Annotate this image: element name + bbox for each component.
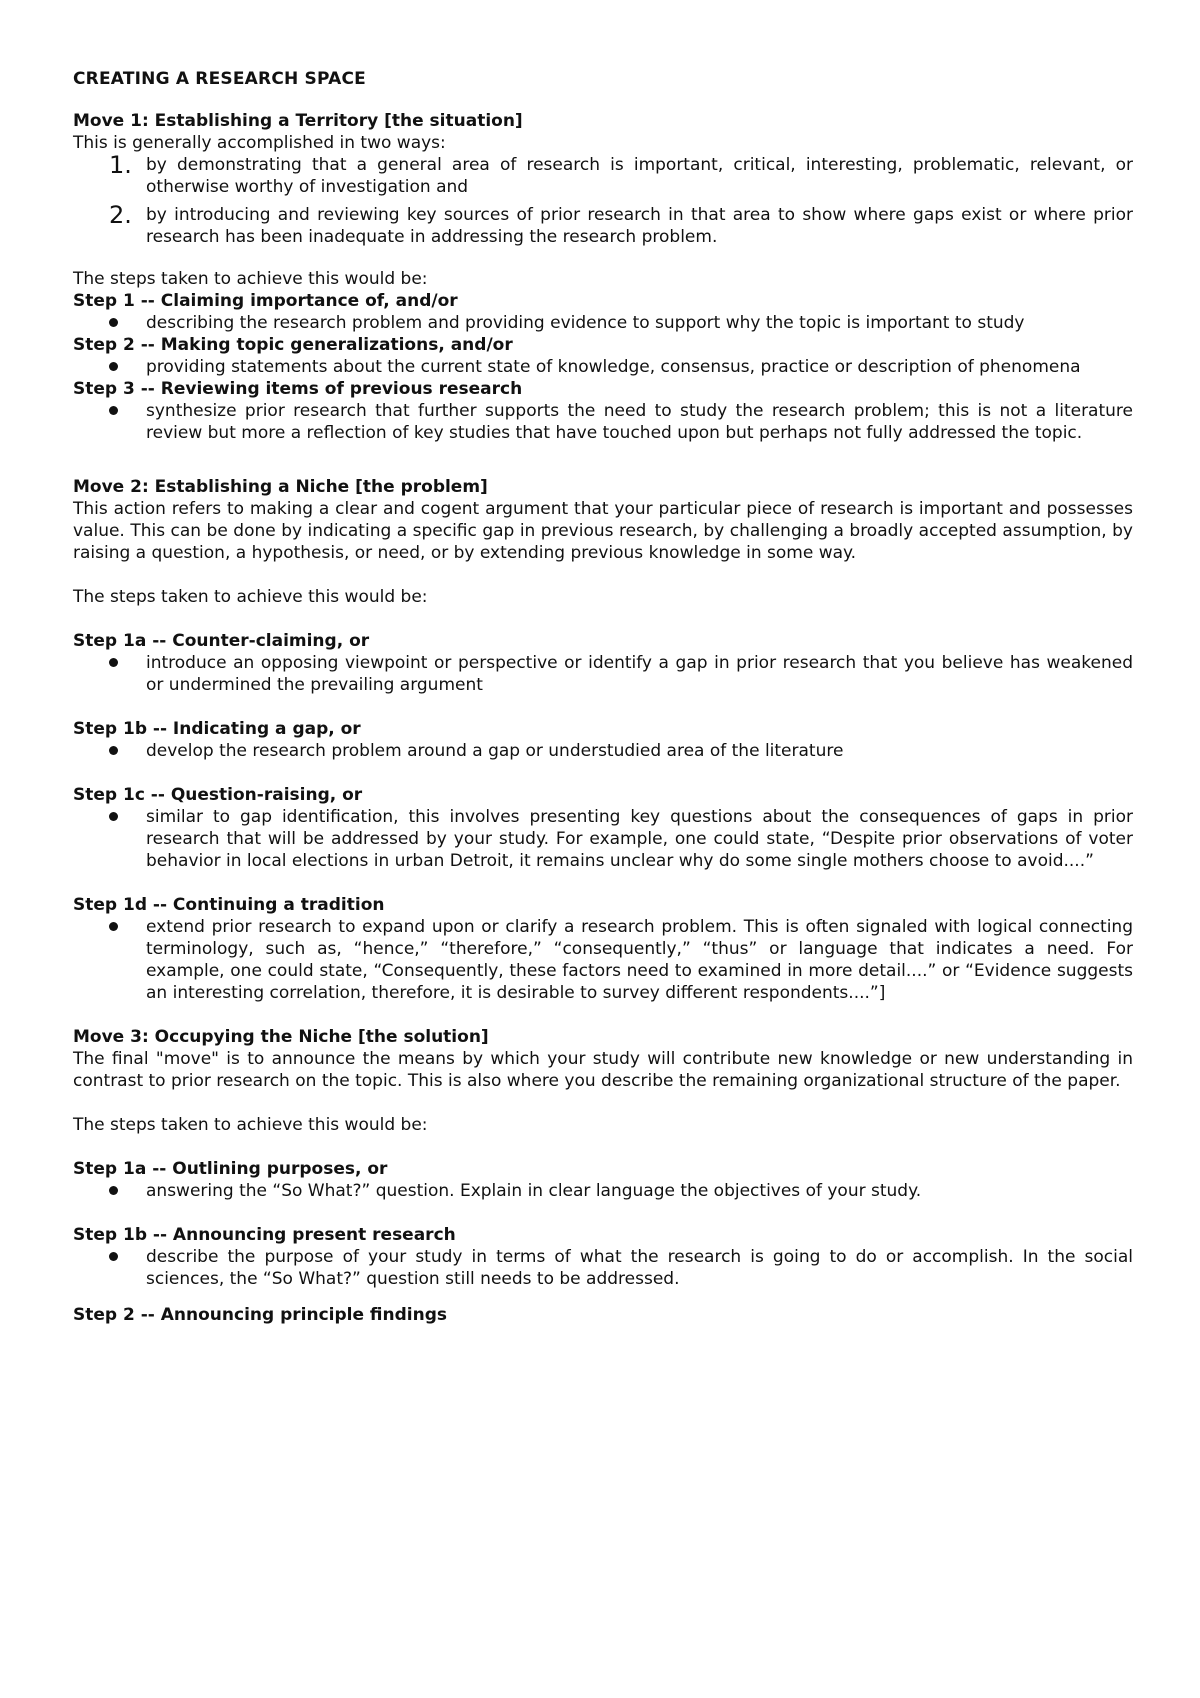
- step-heading: Step 1b -- Indicating a gap, or: [73, 719, 361, 739]
- step-heading: Step 1d -- Continuing a tradition: [73, 895, 385, 915]
- bullet-list: [73, 1180, 1133, 1202]
- bullet-list: [73, 312, 1133, 334]
- move-3-section: [73, 1026, 1133, 1326]
- move-1-heading: Move 1: Establishing a Territory [the situation]: [73, 111, 523, 131]
- bullet-item: synthesize prior research that further supports the need to study the research problem; this is not a literature review but more a reflection of key studies that have touched upon but perhaps not fully addressed the topic.: [73, 400, 1133, 444]
- move-2-steps-intro: The steps taken to achieve this would be:: [73, 587, 428, 607]
- bullet-list: [73, 356, 1133, 378]
- move-2-intro: This action refers to making a clear and cogent argument that your particular piece of research is important and possesses value. This can be done by indicating a specific gap in previous research, by challenging a broadly accepted assumption, by raising a question, a hypothesis, or need, or by extending previous knowledge in some way.: [73, 499, 1133, 563]
- step-heading: Step 2 -- Announcing principle findings: [73, 1305, 448, 1325]
- move-1-section: [73, 110, 1133, 444]
- move-2-section: [73, 476, 1133, 1004]
- list-number: 2.: [109, 201, 132, 229]
- list-item-text: by demonstrating that a general area of research is important, critical, interesting, problematic, relevant, or otherwise worthy of investigation and: [146, 155, 1133, 197]
- bullet-item: providing statements about the current state of knowledge, consensus, practice or description of phenomena: [73, 356, 1133, 378]
- step-heading: Step 1a -- Counter-claiming, or: [73, 631, 370, 651]
- bullet-list: [73, 806, 1133, 872]
- bullet-list: [73, 916, 1133, 1004]
- bullet-item: describing the research problem and providing evidence to support why the topic is important to study: [73, 312, 1133, 334]
- move-3-heading: Move 3: Occupying the Niche [the solution]: [73, 1027, 489, 1047]
- document-title: CREATING A RESEARCH SPACE: [73, 69, 366, 89]
- list-item: [73, 151, 1133, 198]
- list-item: [73, 201, 1133, 248]
- bullet-list: [73, 1246, 1133, 1290]
- step-heading: Step 1b -- Announcing present research: [73, 1225, 456, 1245]
- bullet-item: similar to gap identification, this involves presenting key questions about the consequences of gaps in prior research that will be addressed by your study. For example, one could state, “Despite prior observations of voter behavior in local elections in urban Detroit, it remains unclear why do some single mothers choose to avoid....”: [73, 806, 1133, 872]
- move-1-numbered-list: [73, 151, 1133, 248]
- list-item-text: by introducing and reviewing key sources of prior research in that area to show where gaps exist or where prior research has been inadequate in addressing the research problem.: [146, 205, 1133, 247]
- move-1-intro: This is generally accomplished in two ways:: [73, 133, 446, 153]
- move-1-steps-intro: The steps taken to achieve this would be:: [73, 269, 428, 289]
- bullet-item: describe the purpose of your study in terms of what the research is going to do or accomplish. In the social sciences, the “So What?” question still needs to be addressed.: [73, 1246, 1133, 1290]
- bullet-item: develop the research problem around a gap or understudied area of the literature: [73, 740, 1133, 762]
- move-3-steps-intro: The steps taken to achieve this would be:: [73, 1115, 428, 1135]
- bullet-list: [73, 652, 1133, 696]
- document-page: [73, 68, 1133, 1326]
- step-heading: Step 1c -- Question-raising, or: [73, 785, 363, 805]
- bullet-list: [73, 400, 1133, 444]
- move-3-intro: The final "move" is to announce the means by which your study will contribute new knowledge or new understanding in contrast to prior research on the topic. This is also where you describe the remaining organizational structure of the paper.: [73, 1049, 1133, 1091]
- bullet-list: [73, 740, 1133, 762]
- bullet-item: answering the “So What?” question. Explain in clear language the objectives of your study.: [73, 1180, 1133, 1202]
- step-heading: Step 1 -- Claiming importance of, and/or: [73, 291, 458, 311]
- step-heading: Step 1a -- Outlining purposes, or: [73, 1159, 388, 1179]
- list-number: 1.: [109, 151, 132, 179]
- bullet-item: extend prior research to expand upon or clarify a research problem. This is often signaled with logical connecting terminology, such as, “hence,” “therefore,” “consequently,” “thus” or language that indicates a need. For example, one could state, “Consequently, these factors need to examined in more detail....” or “Evidence suggests an interesting correlation, therefore, it is desirable to survey different respondents....”]: [73, 916, 1133, 1004]
- move-2-heading: Move 2: Establishing a Niche [the problem]: [73, 477, 488, 497]
- step-heading: Step 2 -- Making topic generalizations, and/or: [73, 335, 513, 355]
- bullet-item: introduce an opposing viewpoint or perspective or identify a gap in prior research that you believe has weakened or undermined the prevailing argument: [73, 652, 1133, 696]
- step-heading: Step 3 -- Reviewing items of previous research: [73, 379, 523, 399]
